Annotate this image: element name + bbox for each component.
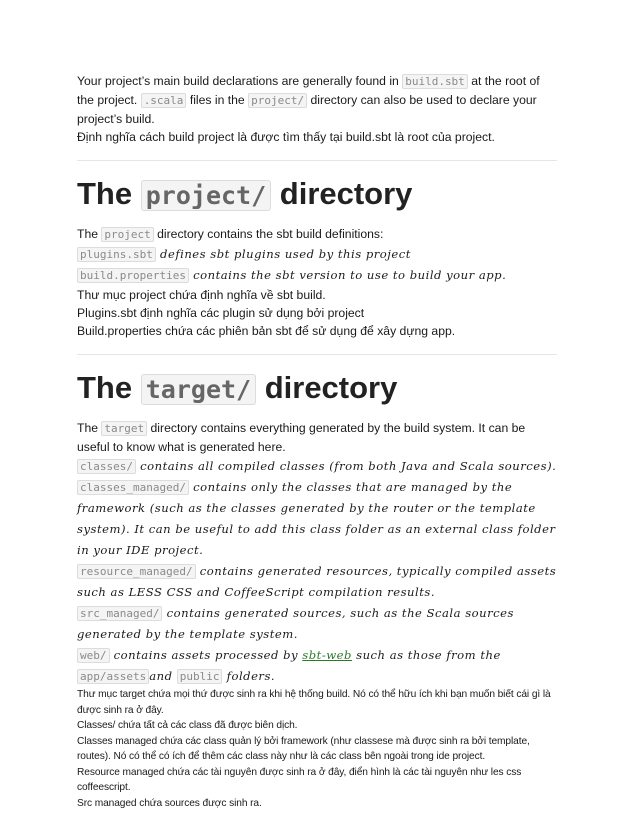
divider [77, 354, 557, 355]
desc-text: directory contains the sbt build definitions: [153, 227, 384, 241]
item-code: classes/ [77, 459, 136, 474]
item-code: app/assets [77, 669, 149, 684]
target-heading [77, 369, 557, 409]
inline-code: target [101, 421, 147, 436]
intro-text: files in the [186, 93, 249, 107]
target-vi-line: Src managed chứa sources được sinh ra. [77, 797, 262, 809]
target-item [77, 561, 557, 603]
item-text: contains only the classes that are managed by the framework (such as the classes generated by the router or the template system). It can be useful to add this class folder as an external class folder in your IDE project. [77, 480, 556, 557]
project-vi-line: Thư mục project chứa định nghĩa về sbt build. [77, 288, 326, 302]
target-item [77, 456, 557, 477]
item-text: defines sbt plugins used by this project [155, 247, 411, 261]
item-code: classes_managed/ [77, 480, 189, 495]
document-page [77, 72, 557, 811]
item-code: plugins.sbt [77, 247, 156, 262]
heading-text: directory [256, 370, 398, 405]
project-vi-line: Plugins.sbt định nghĩa các plugin sử dụng bởi project [77, 306, 365, 320]
item-text: and [149, 669, 177, 683]
heading-text: The [77, 370, 141, 405]
target-item [77, 603, 557, 645]
item-code: build.properties [77, 268, 189, 283]
item-text: contains assets processed by [109, 648, 303, 662]
project-item [77, 265, 557, 286]
target-vi-line: Thư mục target chứa mọi thứ được sinh ra khi hệ thống build. Nó có thể hữu ích khi bạn muốn biết cái gì là được sinh ra ở đây. [77, 689, 551, 716]
project-item [77, 244, 557, 265]
item-code: src_managed/ [77, 606, 162, 621]
target-vi-line: Classes managed chứa các class quản lý bởi framework (như classese mà được sinh ra bởi template, routes). Nó có thể có ích để thêm các class này như là các class bên ngoài trong ide project. [77, 735, 530, 762]
target-item [77, 477, 557, 561]
intro-vi-paragraph: Định nghĩa cách build project là được tìm thấy tại build.sbt là root của project. [77, 130, 495, 144]
target-web-item [77, 645, 557, 687]
heading-code: target/ [141, 374, 256, 405]
target-desc [77, 419, 557, 456]
project-heading [77, 175, 557, 215]
heading-text: directory [271, 176, 413, 211]
heading-text: The [77, 176, 141, 211]
intro-text: Your project’s main build declarations are generally found in [77, 74, 403, 88]
item-text: contains generated resources, typically compiled assets such as LESS CSS and CoffeeScript compilation results. [77, 564, 557, 599]
item-text: contains the sbt version to use to build your app. [188, 268, 507, 282]
item-text: folders. [222, 669, 276, 683]
target-vi-line: Resource managed chứa các tài nguyên được sinh ra ở đây, điển hình là các tài nguyên như les css coffeescript. [77, 766, 522, 793]
item-text: contains all compiled classes (from both Java and Scala sources). [135, 459, 557, 473]
inline-code: project [101, 227, 153, 242]
target-vi-line: Classes/ chứa tất cả các class đã được biên dịch. [77, 720, 298, 731]
project-vi-line: Build.properties chứa các phiên bản sbt để sử dụng để xây dựng app. [77, 324, 456, 338]
intro-text: at the root of the project. [77, 74, 540, 107]
item-text: such as those from the [351, 648, 501, 662]
inline-code: project/ [248, 93, 307, 108]
intro-paragraph [77, 72, 557, 128]
divider [77, 160, 557, 161]
project-desc [77, 225, 557, 244]
inline-code: build.sbt [402, 74, 468, 89]
heading-code: project/ [141, 180, 271, 211]
desc-text: The [77, 227, 102, 241]
item-code: web/ [77, 648, 110, 663]
item-code: public [177, 669, 223, 684]
desc-text: The [77, 421, 102, 435]
item-code: resource_managed/ [77, 564, 196, 579]
desc-text: directory contains everything generated by the build system. It can be useful to know what is generated here. [77, 421, 526, 454]
intro-text: directory can also be used to declare your project’s build. [77, 93, 537, 126]
item-text: contains generated sources, such as the Scala sources generated by the template system. [77, 606, 514, 641]
sbt-web-link[interactable]: sbt-web [302, 648, 352, 662]
inline-code: .scala [141, 93, 187, 108]
